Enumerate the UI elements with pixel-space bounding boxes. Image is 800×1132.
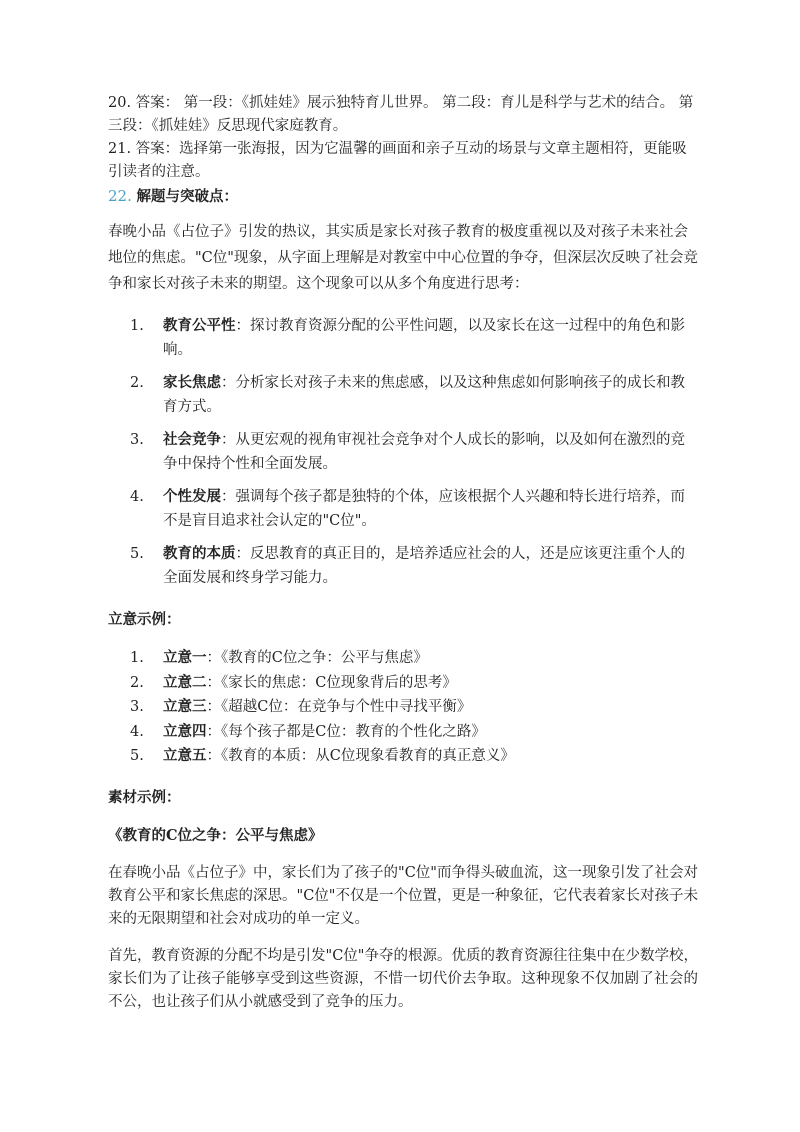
answer-21	[108, 138, 698, 184]
list-keyword: 立意二	[163, 673, 207, 691]
list-keyword: 立意五	[163, 747, 207, 764]
list-number: 3.	[130, 432, 144, 448]
list-item	[108, 428, 698, 476]
list-item	[108, 744, 698, 768]
answer-21-label: 21. 答案：	[108, 141, 180, 157]
list-text: ：《教育的C位之争：公平与焦虑》	[206, 650, 428, 666]
material-paragraph: 在春晚小品《占位子》中，家长们为了孩子的"C位"而争得头破血流，这一现象引发了社会对教育公平和家长焦虑的深思。"C位"不仅是一个位置，更是一种象征，它代表着家长对孩子未来的无限期望和社会对成功的单一定义。	[108, 865, 698, 927]
list-text: ：反思教育的真正目的，是培养适应社会的人，还是应该更注重个人的全面发展和终身学习能力。	[163, 546, 685, 586]
material-paragraph: 首先，教育资源的分配不均是引发"C位"争夺的根源。优质的教育资源往往集中在少数学校，家长们为了让孩子能够享受到这些资源，不惜一切代价去争取。这种现象不仅加剧了社会的不公，也让孩子们从小就感受到了竞争的压力。	[108, 948, 698, 1010]
list-text: ：《超越C位：在竞争与个性中寻找平衡》	[206, 699, 472, 715]
list-number: 1.	[130, 650, 144, 666]
list-keyword: 立意四	[163, 722, 207, 740]
list-text: ：从更宏观的视角审视社会竞争对个人成长的影响，以及如何在激烈的竞争中保持个性和全面发展。	[163, 432, 685, 472]
list-text: ：分析家长对孩子未来的焦虑感，以及这种焦虑如何影响孩子的成长和教育方式。	[163, 375, 685, 415]
intro-paragraph: 春晚小品《占位子》引发的热议，其实质是家长对孩子教育的极度重视以及对孩子未来社会地位的焦虑。"C位"现象，从字面上理解是对教室中中心位置的争夺，但深层次反映了社会竞争和家长对孩子未来的期望。这个现象可以从多个角度进行思考：	[108, 224, 698, 292]
answer-20	[108, 92, 698, 138]
list-item	[108, 314, 698, 362]
list-number: 5.	[130, 546, 144, 562]
list-number: 5.	[130, 748, 144, 764]
answer-20-label: 20. 答案：	[108, 95, 180, 111]
list-number: 4.	[130, 723, 144, 740]
list-item	[108, 646, 698, 670]
document-page	[108, 92, 698, 1014]
question-22-title: 解题与突破点：	[136, 188, 238, 205]
ideas-list	[108, 646, 698, 768]
list-item	[108, 720, 698, 744]
list-keyword: 个性发展	[163, 488, 221, 505]
list-number: 2.	[130, 674, 144, 691]
list-item	[108, 542, 698, 590]
list-number: 4.	[130, 489, 144, 505]
list-number: 1.	[130, 318, 144, 334]
list-keyword: 教育的本质	[163, 545, 236, 562]
question-22-number: 22.	[108, 187, 132, 205]
angle-list	[108, 314, 698, 590]
list-text: ：探讨教育资源分配的公平性问题，以及家长在这一过程中的角色和影响。	[163, 318, 685, 358]
question-22-heading	[108, 185, 698, 209]
list-number: 2.	[130, 375, 144, 391]
material-title: 《教育的C位之争：公平与焦虑》	[108, 827, 323, 844]
list-text: ：《教育的本质：从C位现象看教育的真正意义》	[206, 748, 515, 764]
list-item	[108, 671, 698, 695]
list-item	[108, 485, 698, 533]
list-number: 3.	[130, 699, 144, 715]
ideas-heading: 立意示例：	[108, 611, 181, 628]
list-keyword: 社会竞争	[163, 431, 221, 448]
answer-20-text: 第一段：《抓娃娃》展示独特育儿世界。 第二段：育儿是科学与艺术的结合。 第三段：《抓娃娃》反思现代家庭教育。	[108, 95, 694, 134]
list-keyword: 立意一	[163, 649, 207, 666]
list-keyword: 教育公平性	[163, 317, 236, 334]
list-text: ：《家长的焦虑：C位现象背后的思考》	[206, 674, 457, 691]
list-text: ：《每个孩子都是C位：教育的个性化之路》	[206, 723, 486, 740]
list-keyword: 家长焦虑	[163, 374, 221, 391]
list-item	[108, 695, 698, 719]
list-text: ：强调每个孩子都是独特的个体，应该根据个人兴趣和特长进行培养，而不是盲目追求社会认定的"C位"。	[163, 489, 685, 529]
list-keyword: 立意三	[163, 698, 207, 715]
material-heading: 素材示例：	[108, 789, 181, 806]
list-item	[108, 371, 698, 419]
answer-21-text: 选择第一张海报，因为它温馨的画面和亲子互动的场景与文章主题相符，更能吸引读者的注意。	[108, 141, 687, 180]
